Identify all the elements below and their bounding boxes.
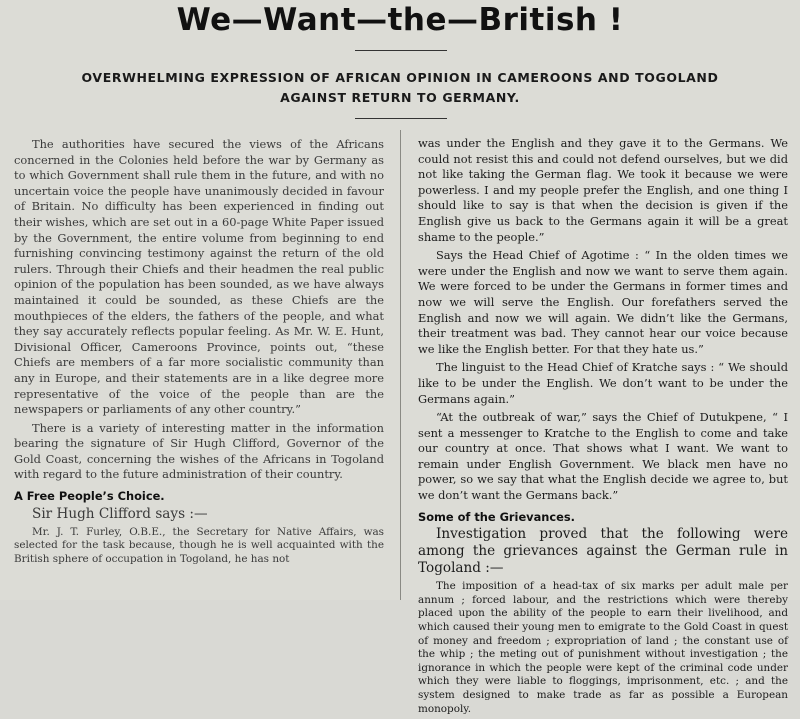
subheadline: OVERWHELMING EXPRESSION OF AFRICAN OPINION IN CAMEROONS AND TOGOLAND AGAINST RETURN TO GERMANY. bbox=[81, 70, 719, 105]
left-paragraph-2: There is a variety of interesting matter in the information bearing the signature of Sir Hugh Clifford, Governor of the Gold Coast, concerning the wishes of the Africans in Togoland with regard to the future administration of their country. bbox=[14, 420, 384, 482]
section-heading-grievances: Some of the Grievances. bbox=[418, 509, 575, 524]
right-paragraph-5: Investigation proved that the following were among the grievances against the German rule in Togoland :— bbox=[418, 526, 788, 577]
right-paragraph-2: Says the Head Chief of Agotime : “ In the olden times we were under the English and now we want to serve them again. We were forced to be under the Germans in former times and now we will serve the English. Our forefathers served the English and now we will again. We didn’t like the Germans, their treatment was bad. They cannot hear our voice because we like the English better. For that they hate us.” bbox=[418, 248, 788, 356]
left-paragraph-3: Sir Hugh Clifford says :— bbox=[32, 505, 208, 522]
section-heading-free-peoples-choice: A Free People’s Choice. bbox=[14, 489, 165, 504]
headline-rule bbox=[355, 50, 447, 51]
headline: We—Want—the—British ! bbox=[176, 2, 624, 38]
left-paragraph-1: The authorities have secured the views of the Africans concerned in the Colonies held before the war by Germany as to which Government shall rule them in the future, and with no uncertain voice the people have unanimously decided in favour of Britain. No difficulty has been experienced in finding out their wishes, which are set out in a 60-page White Paper issued by the Government, the entire volume from beginning to end furnishing convincing testimony against the return of the old rulers. Through their Chiefs and their headmen the real public opinion of the population has been sounded, as we have always maintained it could be sounded, as these Chiefs are the mouthpieces of the elders, the fathers of the people, and what they say accurately reflects popular feeling. As Mr. W. E. Hunt, Divisional Officer, Cameroons Province, points out, “these Chiefs are members of a far more socialistic community than any in Europe, and their statements are in a like degree more representative of the voice of the people than are the newspapers or parliaments of any other country.” bbox=[14, 137, 384, 417]
right-paragraph-1: was under the English and they gave it to the Germans. We could not resist this and could not defend ourselves, but we did not like taking the German flag. We took it because we were powerless. I and my people prefer the English, and one thing I should like to say is that when the decision is given if the English give us back to the Germans again it will be a great shame to the people.” bbox=[418, 136, 788, 244]
left-paragraph-4: Mr. J. T. Furley, O.B.E., the Secretary for Native Affairs, was selected for the task because, though he is well acquainted with the British sphere of occupation in Togoland, he has not bbox=[14, 525, 384, 565]
right-paragraph-3: The linguist to the Head Chief of Kratche says : “ We should like to be under the English. We don’t want to be under the Germans again.” bbox=[418, 360, 788, 406]
right-paragraph-6: The imposition of a head-tax of six marks per adult male per annum ; forced labour, and the restrictions which were thereby placed upon the ability of the people to earn their livelihood, and which caused their young men to emigrate to the Gold Coast in quest of money and freedom ; expropriation of land ; the constant use of the whip ; the meting out of punishment without investigation ; the ignorance in which the people were kept of the criminal code under which they were liable to floggings, imprisonment, etc. ; and the system designed to make trade as far as possible a European monopoly. bbox=[418, 580, 788, 715]
left-column bbox=[14, 137, 384, 569]
column-divider bbox=[400, 130, 401, 600]
subheadline-rule bbox=[355, 118, 447, 119]
right-paragraph-4: “At the outbreak of war,” says the Chief of Dutukpene, “ I sent a messenger to Kratche to the English to come and take our country at once. That shows what I want. We want to remain under English Government. We black men have no power, so we say that what the English decide we agree to, but we don’t want the Germans back.” bbox=[418, 410, 788, 503]
right-column bbox=[418, 136, 788, 719]
